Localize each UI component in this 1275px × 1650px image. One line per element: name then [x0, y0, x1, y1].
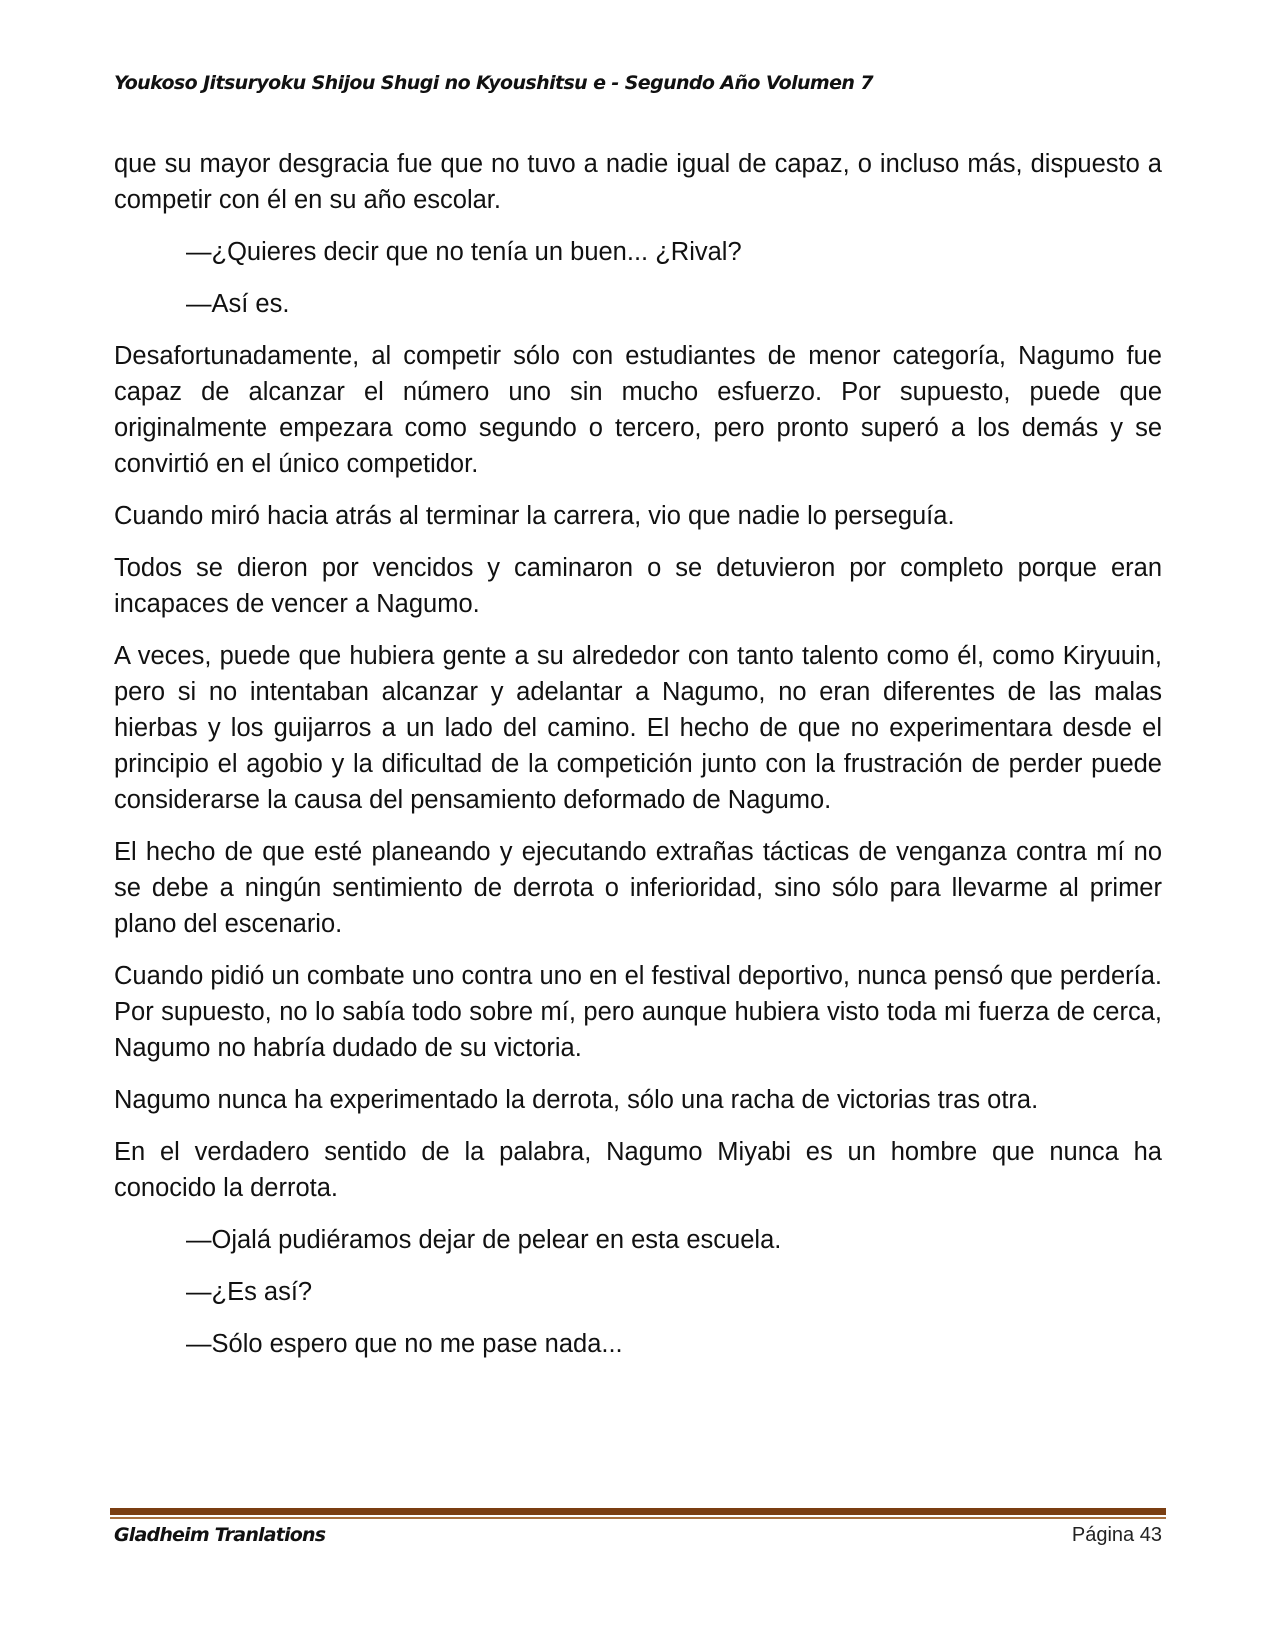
paragraph: Todos se dieron por vencidos y caminaron o se detuvieron por completo porque eran incapaces de vencer a Nagumo.	[114, 554, 1162, 618]
paragraph: El hecho de que esté planeando y ejecutando extrañas tácticas de venganza contra mí no se debe a ningún sentimiento de derrota o inferioridad, sino sólo para llevarme al primer plano del escenario.	[114, 838, 1162, 938]
paragraph: Desafortunadamente, al competir sólo con estudiantes de menor categoría, Nagumo fue capaz de alcanzar el número uno sin mucho esfuerzo. Por supuesto, puede que originalmente empezara como segundo o tercero, pero pronto superó a los demás y se convirtió en el único competidor.	[114, 342, 1162, 478]
dialogue-line: —Sólo espero que no me pase nada...	[186, 1330, 623, 1358]
running-header: Youkoso Jitsuryoku Shijou Shugi no Kyoushitsu e - Segundo Año Volumen 7	[114, 72, 873, 94]
paragraph: que su mayor desgracia fue que no tuvo a nadie igual de capaz, o incluso más, dispuesto a competir con él en su año escolar.	[114, 150, 1162, 214]
dialogue-line: —¿Quieres decir que no tenía un buen... ¿Rival?	[186, 238, 742, 266]
dialogue-line: —¿Es así?	[186, 1278, 313, 1306]
footer-rule-thin	[110, 1517, 1166, 1519]
dialogue-line: —Ojalá pudiéramos dejar de pelear en esta escuela.	[186, 1226, 782, 1254]
page-number-value: 43	[1139, 1524, 1162, 1546]
page-label: Página	[1071, 1524, 1135, 1546]
footer-publisher: Gladheim Tranlations	[114, 1524, 326, 1546]
page-number	[1072, 1524, 1162, 1547]
paragraph: En el verdadero sentido de la palabra, Nagumo Miyabi es un hombre que nunca ha conocido la derrota.	[114, 1138, 1162, 1202]
paragraph: A veces, puede que hubiera gente a su alrededor con tanto talento como él, como Kiryuuin, pero si no intentaban alcanzar y adelantar a Nagumo, no eran diferentes de las malas hierbas y los guijarros a un lado del camino. El hecho de que no experimentara desde el principio el agobio y la dificultad de la competición junto con la frustración de perder puede considerarse la causa del pensamiento deformado de Nagumo.	[114, 642, 1162, 814]
paragraph: Cuando pidió un combate uno contra uno en el festival deportivo, nunca pensó que perdería. Por supuesto, no lo sabía todo sobre mí, pero aunque hubiera visto toda mi fuerza de cerca, Nagumo no habría dudado de su victoria.	[114, 962, 1162, 1062]
dialogue-line: —Así es.	[186, 290, 290, 318]
page-body	[114, 146, 1162, 1378]
paragraph: Nagumo nunca ha experimentado la derrota, sólo una racha de victorias tras otra.	[114, 1086, 1039, 1114]
footer-rule-thick	[110, 1508, 1166, 1515]
paragraph: Cuando miró hacia atrás al terminar la carrera, vio que nadie lo perseguía.	[114, 502, 955, 530]
